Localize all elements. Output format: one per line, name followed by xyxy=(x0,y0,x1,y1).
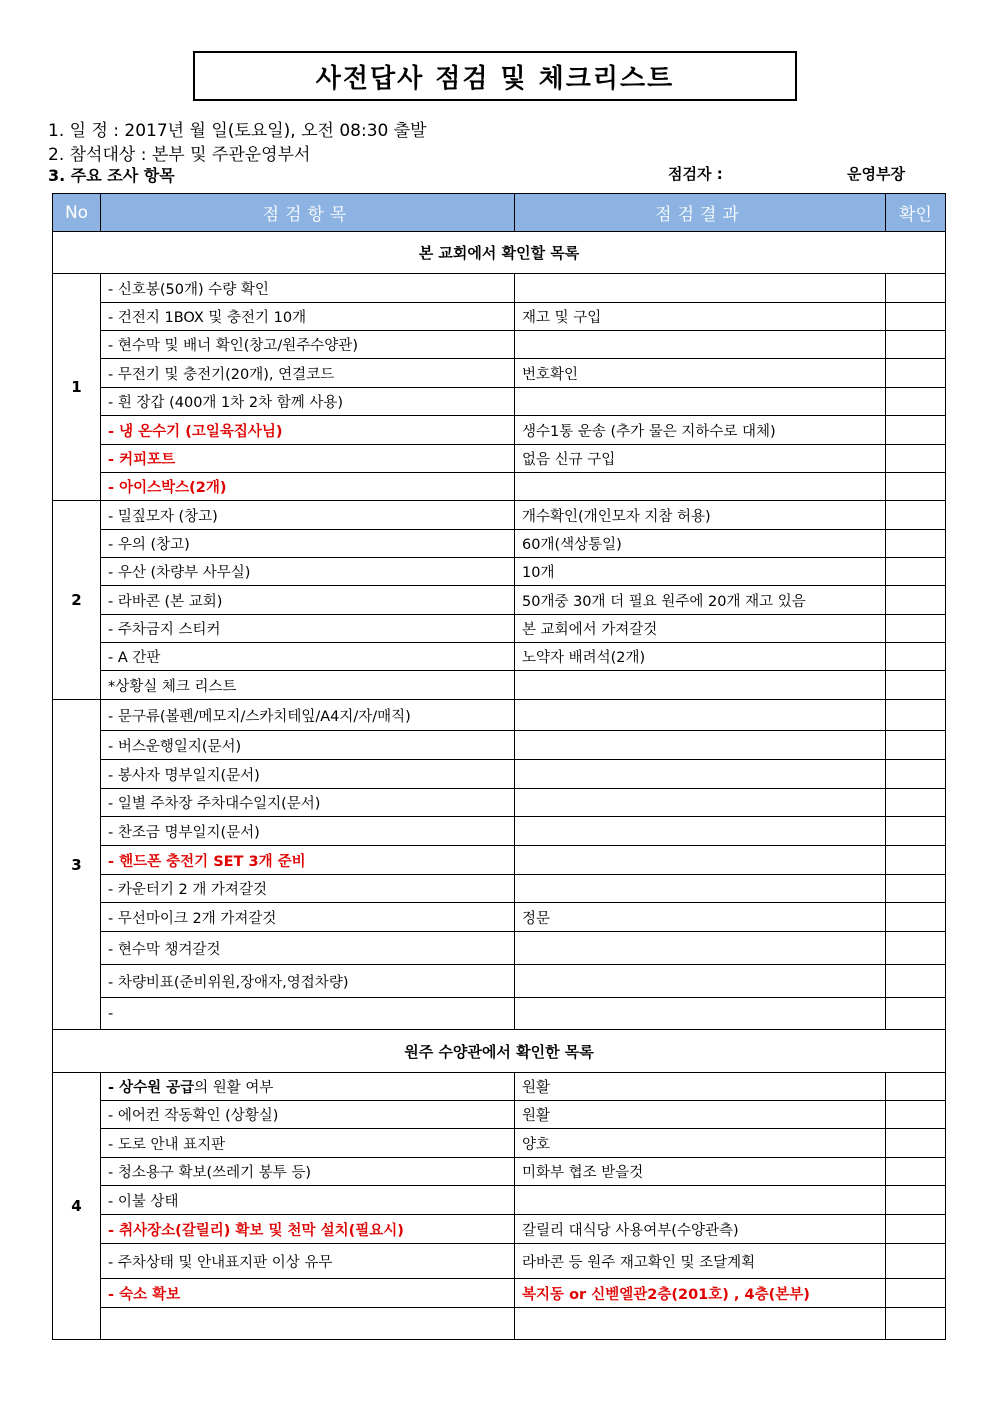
confirm-cell[interactable] xyxy=(886,388,946,416)
confirm-cell[interactable] xyxy=(886,445,946,473)
item-bold-part: - 상수원 공급 xyxy=(108,1080,195,1096)
item-cell: - 신호봉(50개) 수량 확인 xyxy=(101,274,515,303)
confirm-cell[interactable] xyxy=(886,1129,946,1158)
result-cell xyxy=(515,932,886,965)
confirm-cell[interactable] xyxy=(886,274,946,303)
confirm-cell[interactable] xyxy=(886,932,946,965)
table-row xyxy=(53,789,946,817)
section-title-retreat: 원주 수양관에서 확인한 목록 xyxy=(53,1030,946,1073)
confirm-cell[interactable] xyxy=(886,1215,946,1244)
item-cell: - 우산 (차량부 사무실) xyxy=(101,558,515,586)
result-cell xyxy=(515,875,886,903)
table-row xyxy=(53,965,946,998)
item-cell: - 숙소 확보 xyxy=(101,1279,515,1308)
item-cell: - 주차금지 스티커 xyxy=(101,615,515,643)
item-cell: - 버스운행일지(문서) xyxy=(101,731,515,760)
result-cell: 갈릴리 대식당 사용여부(수양관측) xyxy=(515,1215,886,1244)
item-cell: - 찬조금 명부일지(문서) xyxy=(101,817,515,846)
item-cell: - 현수막 챙겨갈것 xyxy=(101,932,515,965)
confirm-cell[interactable] xyxy=(886,530,946,558)
result-cell xyxy=(515,846,886,875)
inspector-value: 운영부장 xyxy=(847,165,905,183)
confirm-cell[interactable] xyxy=(886,303,946,331)
confirm-cell[interactable] xyxy=(886,875,946,903)
section-title-church: 본 교회에서 확인할 목록 xyxy=(53,232,946,274)
item-cell: - 무선마이크 2개 가져갈것 xyxy=(101,903,515,932)
table-row xyxy=(53,274,946,303)
confirm-cell[interactable] xyxy=(886,643,946,671)
table-row xyxy=(53,1279,946,1308)
table-row xyxy=(53,1215,946,1244)
confirm-cell[interactable] xyxy=(886,671,946,700)
item-cell: - 밀짚모자 (창고) xyxy=(101,501,515,530)
table-row xyxy=(53,643,946,671)
confirm-cell[interactable] xyxy=(886,965,946,998)
item-cell: - 흰 장갑 (400개 1차 2차 함께 사용) xyxy=(101,388,515,416)
item-cell xyxy=(101,1073,515,1101)
confirm-cell[interactable] xyxy=(886,760,946,789)
table-row xyxy=(53,586,946,615)
confirm-cell[interactable] xyxy=(886,473,946,501)
confirm-cell[interactable] xyxy=(886,998,946,1030)
schedule-line: 1. 일 정 : 2017년 월 일(토요일), 오전 08:30 출발 xyxy=(48,121,427,141)
item-cell: - 카운터기 2 개 가져갈것 xyxy=(101,875,515,903)
table-row xyxy=(53,875,946,903)
result-cell xyxy=(515,331,886,359)
result-cell xyxy=(515,817,886,846)
item-cell: - 무전기 및 충전기(20개), 연결코드 xyxy=(101,359,515,388)
result-cell: 본 교회에서 가져갈것 xyxy=(515,615,886,643)
result-cell: 개수확인(개인모자 지참 허용) xyxy=(515,501,886,530)
confirm-cell[interactable] xyxy=(886,331,946,359)
item-rest-part: 의 원활 여부 xyxy=(194,1080,274,1096)
result-cell: 라바콘 등 원주 재고확인 및 조달계획 xyxy=(515,1244,886,1279)
confirm-cell[interactable] xyxy=(886,1279,946,1308)
item-cell: - xyxy=(101,998,515,1030)
confirm-cell[interactable] xyxy=(886,700,946,731)
result-cell: 양호 xyxy=(515,1129,886,1158)
result-cell: 미화부 협조 받을것 xyxy=(515,1158,886,1186)
result-cell: 번호확인 xyxy=(515,359,886,388)
confirm-cell[interactable] xyxy=(886,501,946,530)
item-cell: - 봉사자 명부일지(문서) xyxy=(101,760,515,789)
item-cell: - 주차상태 및 안내표지판 이상 유무 xyxy=(101,1244,515,1279)
result-cell xyxy=(515,671,886,700)
confirm-cell[interactable] xyxy=(886,903,946,932)
item-cell: - A 간판 xyxy=(101,643,515,671)
survey-items-heading: 3. 주요 조사 항목 xyxy=(48,166,175,185)
header-confirm: 확인 xyxy=(886,194,946,232)
result-cell: 없음 신규 구입 xyxy=(515,445,886,473)
item-cell: - 우의 (창고) xyxy=(101,530,515,558)
table-row xyxy=(53,416,946,445)
item-cell: - 라바콘 (본 교회) xyxy=(101,586,515,615)
item-cell: - 문구류(볼펜/메모지/스카치테잎/A4지/자/매직) xyxy=(101,700,515,731)
table-row xyxy=(53,846,946,875)
table-row xyxy=(53,817,946,846)
group-number: 2 xyxy=(53,501,101,700)
table-row xyxy=(53,903,946,932)
result-cell: 60개(색상통일) xyxy=(515,530,886,558)
result-cell xyxy=(515,473,886,501)
result-cell: 정문 xyxy=(515,903,886,932)
item-cell: - 건전지 1BOX 및 충전기 10개 xyxy=(101,303,515,331)
result-cell: 노약자 배려석(2개) xyxy=(515,643,886,671)
table-row xyxy=(53,331,946,359)
item-cell: *상황실 체크 리스트 xyxy=(101,671,515,700)
table-row xyxy=(53,1158,946,1186)
confirm-cell[interactable] xyxy=(886,615,946,643)
result-cell xyxy=(515,760,886,789)
confirm-cell[interactable] xyxy=(886,558,946,586)
table-row xyxy=(53,1129,946,1158)
item-cell: - 현수막 및 배너 확인(창고/원주수양관) xyxy=(101,331,515,359)
confirm-cell[interactable] xyxy=(886,1186,946,1215)
table-row xyxy=(53,558,946,586)
table-row xyxy=(53,1308,946,1340)
confirm-cell[interactable] xyxy=(886,817,946,846)
result-cell: 50개중 30개 더 필요 원주에 20개 재고 있음 xyxy=(515,586,886,615)
result-cell: 재고 및 구입 xyxy=(515,303,886,331)
group-number: 1 xyxy=(53,274,101,501)
table-row xyxy=(53,1101,946,1129)
table-row xyxy=(53,530,946,558)
table-row xyxy=(53,731,946,760)
item-cell: - 도로 안내 표지판 xyxy=(101,1129,515,1158)
result-cell xyxy=(515,998,886,1030)
item-cell: - 취사장소(갈릴리) 확보 및 천막 설치(필요시) xyxy=(101,1215,515,1244)
item-cell xyxy=(101,1308,515,1340)
table-row xyxy=(53,1244,946,1279)
result-cell xyxy=(515,789,886,817)
table-row xyxy=(53,700,946,731)
item-cell: - 일별 주차장 주차대수일지(문서) xyxy=(101,789,515,817)
table-row xyxy=(53,303,946,331)
confirm-cell[interactable] xyxy=(886,846,946,875)
table-row xyxy=(53,671,946,700)
table-row xyxy=(53,473,946,501)
result-cell xyxy=(515,274,886,303)
item-cell: - 냉 온수기 (고일육집사님) xyxy=(101,416,515,445)
confirm-cell[interactable] xyxy=(886,1158,946,1186)
item-cell: - 에어컨 작동확인 (상황실) xyxy=(101,1101,515,1129)
item-cell: - 청소용구 확보(쓰레기 봉투 등) xyxy=(101,1158,515,1186)
result-cell: 원활 xyxy=(515,1073,886,1101)
page-title: 사전답사 점검 및 체크리스트 xyxy=(193,51,797,101)
confirm-cell[interactable] xyxy=(886,586,946,615)
inspector-label: 점검자 : xyxy=(668,165,723,183)
result-cell: 복지동 or 신벧엘관2층(201호) , 4층(본부) xyxy=(515,1279,886,1308)
confirm-cell[interactable] xyxy=(886,1308,946,1340)
item-cell: - 차량비표(준비위원,장애자,영접차량) xyxy=(101,965,515,998)
item-cell: - 이불 상태 xyxy=(101,1186,515,1215)
result-cell xyxy=(515,388,886,416)
result-cell xyxy=(515,965,886,998)
table-row xyxy=(53,1073,946,1101)
confirm-cell[interactable] xyxy=(886,731,946,760)
table-row xyxy=(53,998,946,1030)
table-row xyxy=(53,760,946,789)
confirm-cell[interactable] xyxy=(886,789,946,817)
group-number: 4 xyxy=(53,1073,101,1340)
table-row xyxy=(53,1186,946,1215)
header-result: 점검결과 xyxy=(515,194,886,232)
confirm-cell[interactable] xyxy=(886,1244,946,1279)
table-row xyxy=(53,501,946,530)
result-cell: 원활 xyxy=(515,1101,886,1129)
confirm-cell[interactable] xyxy=(886,1073,946,1101)
attendees-line: 2. 참석대상 : 본부 및 주관운영부서 xyxy=(48,145,311,165)
item-cell: - 아이스박스(2개) xyxy=(101,473,515,501)
table-row xyxy=(53,445,946,473)
result-cell: 생수1통 운송 (추가 물은 지하수로 대체) xyxy=(515,416,886,445)
header-item: 점검항목 xyxy=(101,194,515,232)
result-cell xyxy=(515,1186,886,1215)
confirm-cell[interactable] xyxy=(886,416,946,445)
checklist-table xyxy=(52,193,946,1340)
header-no: No xyxy=(53,194,101,232)
result-cell: 10개 xyxy=(515,558,886,586)
result-cell xyxy=(515,731,886,760)
group-number: 3 xyxy=(53,700,101,1030)
result-cell xyxy=(515,1308,886,1340)
item-cell: - 핸드폰 충전기 SET 3개 준비 xyxy=(101,846,515,875)
item-cell: - 커피포트 xyxy=(101,445,515,473)
table-row xyxy=(53,388,946,416)
table-row xyxy=(53,615,946,643)
table-row xyxy=(53,932,946,965)
table-row xyxy=(53,359,946,388)
confirm-cell[interactable] xyxy=(886,359,946,388)
result-cell xyxy=(515,700,886,731)
confirm-cell[interactable] xyxy=(886,1101,946,1129)
